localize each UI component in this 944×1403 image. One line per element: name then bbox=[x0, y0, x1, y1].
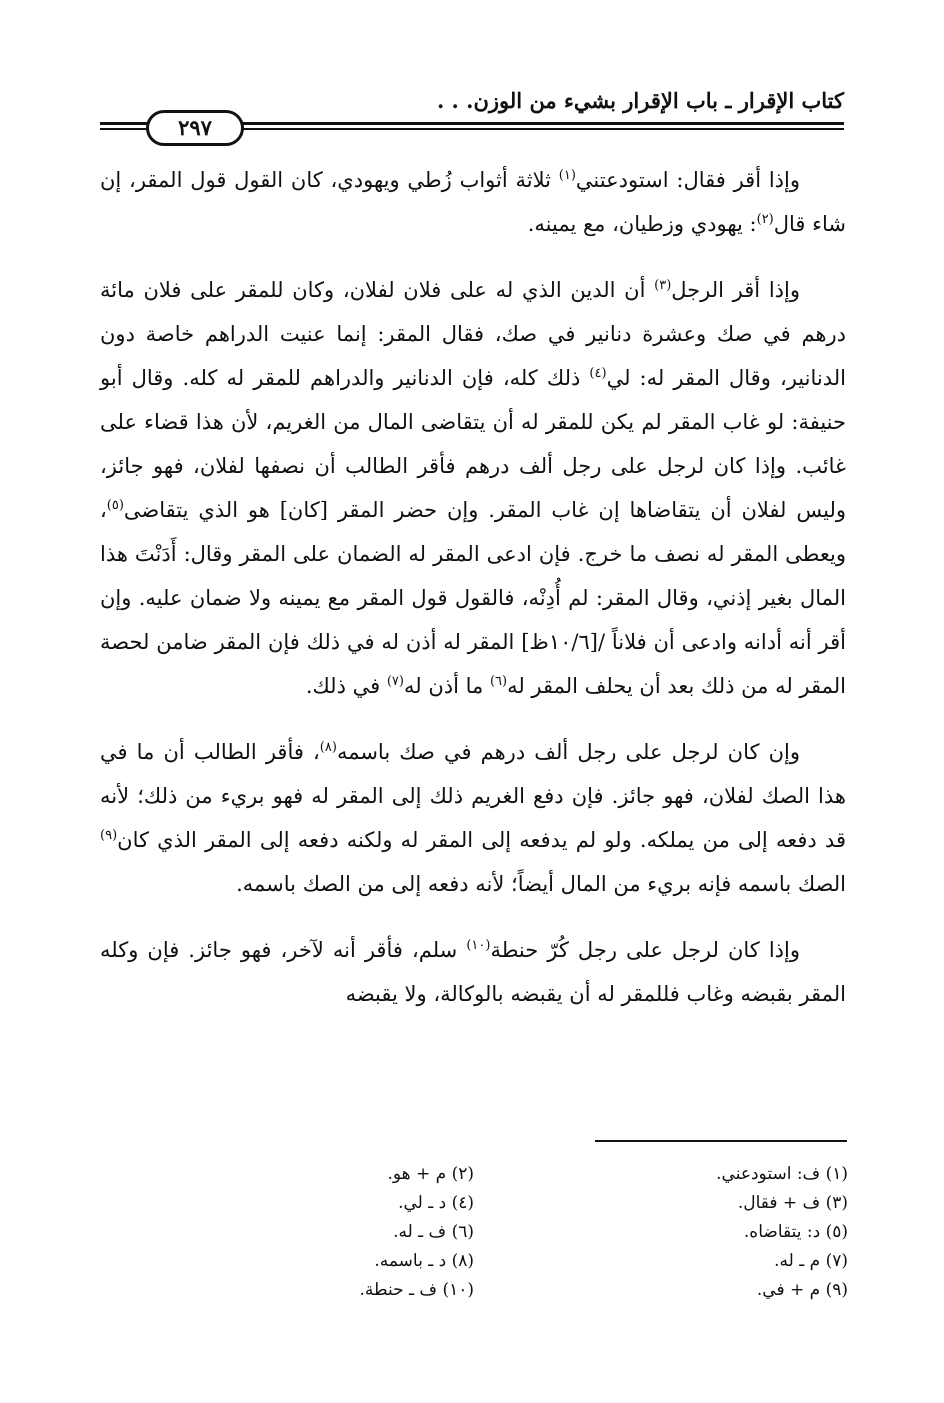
running-header bbox=[100, 84, 844, 140]
text-run: أن الدين الذي له على فلان لفلان، وكان للمقر على فلان مائة درهم في صك وعشرة دنانير في صك، فقال المقر: إنما عنيت الدراهم خاصة دون الدنانير، وقال المقر له: لي bbox=[100, 278, 846, 390]
footnote: (٨) د ـ باسمه. bbox=[374, 1251, 474, 1271]
paragraph bbox=[100, 928, 846, 1016]
text-run: ما أذن له bbox=[403, 674, 490, 698]
footnote-marker: (٧) bbox=[386, 674, 404, 689]
page-number: ٢٩٧ bbox=[146, 110, 244, 146]
text-run: وإذا أقر الرجل bbox=[671, 278, 800, 302]
footnote-marker: (٢) bbox=[756, 212, 774, 227]
text-run: سلم، فأقر أنه لآخر، فهو جائز. فإن وكله المقر بقبضه وغاب فللمقر له أن يقبضه بالوكالة، ولا يقبضه bbox=[100, 938, 846, 1006]
text-run: ثلاثة أثواب زُطي ويهودي، كان القول قول المقر، إن شاء قال bbox=[100, 168, 846, 236]
footnote-marker: (٥) bbox=[106, 498, 124, 513]
footnote: (٤) د ـ لي. bbox=[398, 1193, 474, 1213]
text-run: في ذلك. bbox=[305, 674, 387, 698]
footnote-marker: (١٠) bbox=[466, 938, 491, 953]
footnote-marker: (٨) bbox=[319, 740, 337, 755]
footnote: (٩) م + في. bbox=[756, 1280, 848, 1300]
running-title: كتاب الإقرار ـ باب الإقرار بشيء من الوزن. . . bbox=[436, 88, 844, 113]
footnote-marker: (٤) bbox=[589, 366, 607, 381]
text-run: وإن كان لرجل على رجل ألف درهم في صك باسمه bbox=[336, 740, 800, 764]
text-run: ذلك كله، فإن الدنانير والدراهم للمقر له كله. وقال أبو حنيفة: لو غاب المقر لم يكن للمقر له أن يتقاضى المال من الغريم، لأن هذا قضاء على غائب. وإذا كان لرجل على رجل ألف درهم فأقر الطالب أن نصفها لفلان، فهو جائز، وليس لفلان أن يتقاضاها إن غاب المقر. وإن حضر المقر [كان] هو الذي يتقاضى bbox=[100, 366, 846, 522]
paragraph bbox=[100, 158, 846, 246]
footnote: (١) ف: استودعني. bbox=[716, 1164, 848, 1184]
footnote-marker: (٦) bbox=[489, 674, 508, 689]
text-run: وإذا أقر فقال: استودعتني bbox=[575, 168, 801, 192]
footnote: (٧) م ـ له. bbox=[774, 1251, 848, 1271]
text-run: الصك باسمه فإنه بريء من المال أيضاً؛ لأنه دفعه إلى من الصك باسمه. bbox=[236, 872, 846, 896]
footnotes-left-column bbox=[214, 1160, 474, 1305]
footnote: (٣) ف + فقال. bbox=[737, 1193, 848, 1213]
text-run: ، فأقر الطالب أن ما في هذا الصك لفلان، فهو جائز. فإن دفع الغريم ذلك إلى المقر له فهو بريء من ذلك؛ لأنه قد دفعه إلى من يملكه. ولو لم يدفعه إلى المقر له ولكنه دفعه إلى المقر الذي كان bbox=[100, 740, 846, 852]
footnote-marker: (٣) bbox=[654, 278, 672, 293]
footnote-separator bbox=[595, 1140, 847, 1142]
paragraph bbox=[100, 730, 846, 906]
footnote-marker: (٩) bbox=[100, 828, 118, 843]
text-run: : يهودي وزطيان، مع يمينه. bbox=[527, 212, 757, 236]
text-run: وإذا كان لرجل على رجل كُرّ حنطة bbox=[490, 938, 800, 962]
footnote: (٢) م + هو. bbox=[387, 1164, 474, 1184]
footnote: (٦) ف ـ له. bbox=[393, 1222, 474, 1242]
footnotes-right-column bbox=[588, 1160, 848, 1305]
main-text bbox=[100, 158, 846, 1038]
text-run: ، ويعطى المقر له نصف ما خرج. فإن ادعى المقر له الضمان على المقر وقال: أَدَنْتَ هذا المال بغير إذني، وقال المقر: لم أُدِنْه، فالقول قول المقر مع يمينه ولا ضمان عليه. وإن أقر أنه أدانه وادعى أن فلاناً /[١٠/٦ظ] المقر له أذن له في ذلك فإن المقر ضامن لحصة المقر له من ذلك بعد أن يحلف المقر له bbox=[100, 498, 846, 698]
paragraph bbox=[100, 268, 846, 708]
footnote-marker: (١) bbox=[558, 168, 576, 183]
footnote: (١٠) ف ـ حنطة. bbox=[359, 1280, 474, 1300]
footnote: (٥) د: يتقاضاه. bbox=[743, 1222, 848, 1242]
